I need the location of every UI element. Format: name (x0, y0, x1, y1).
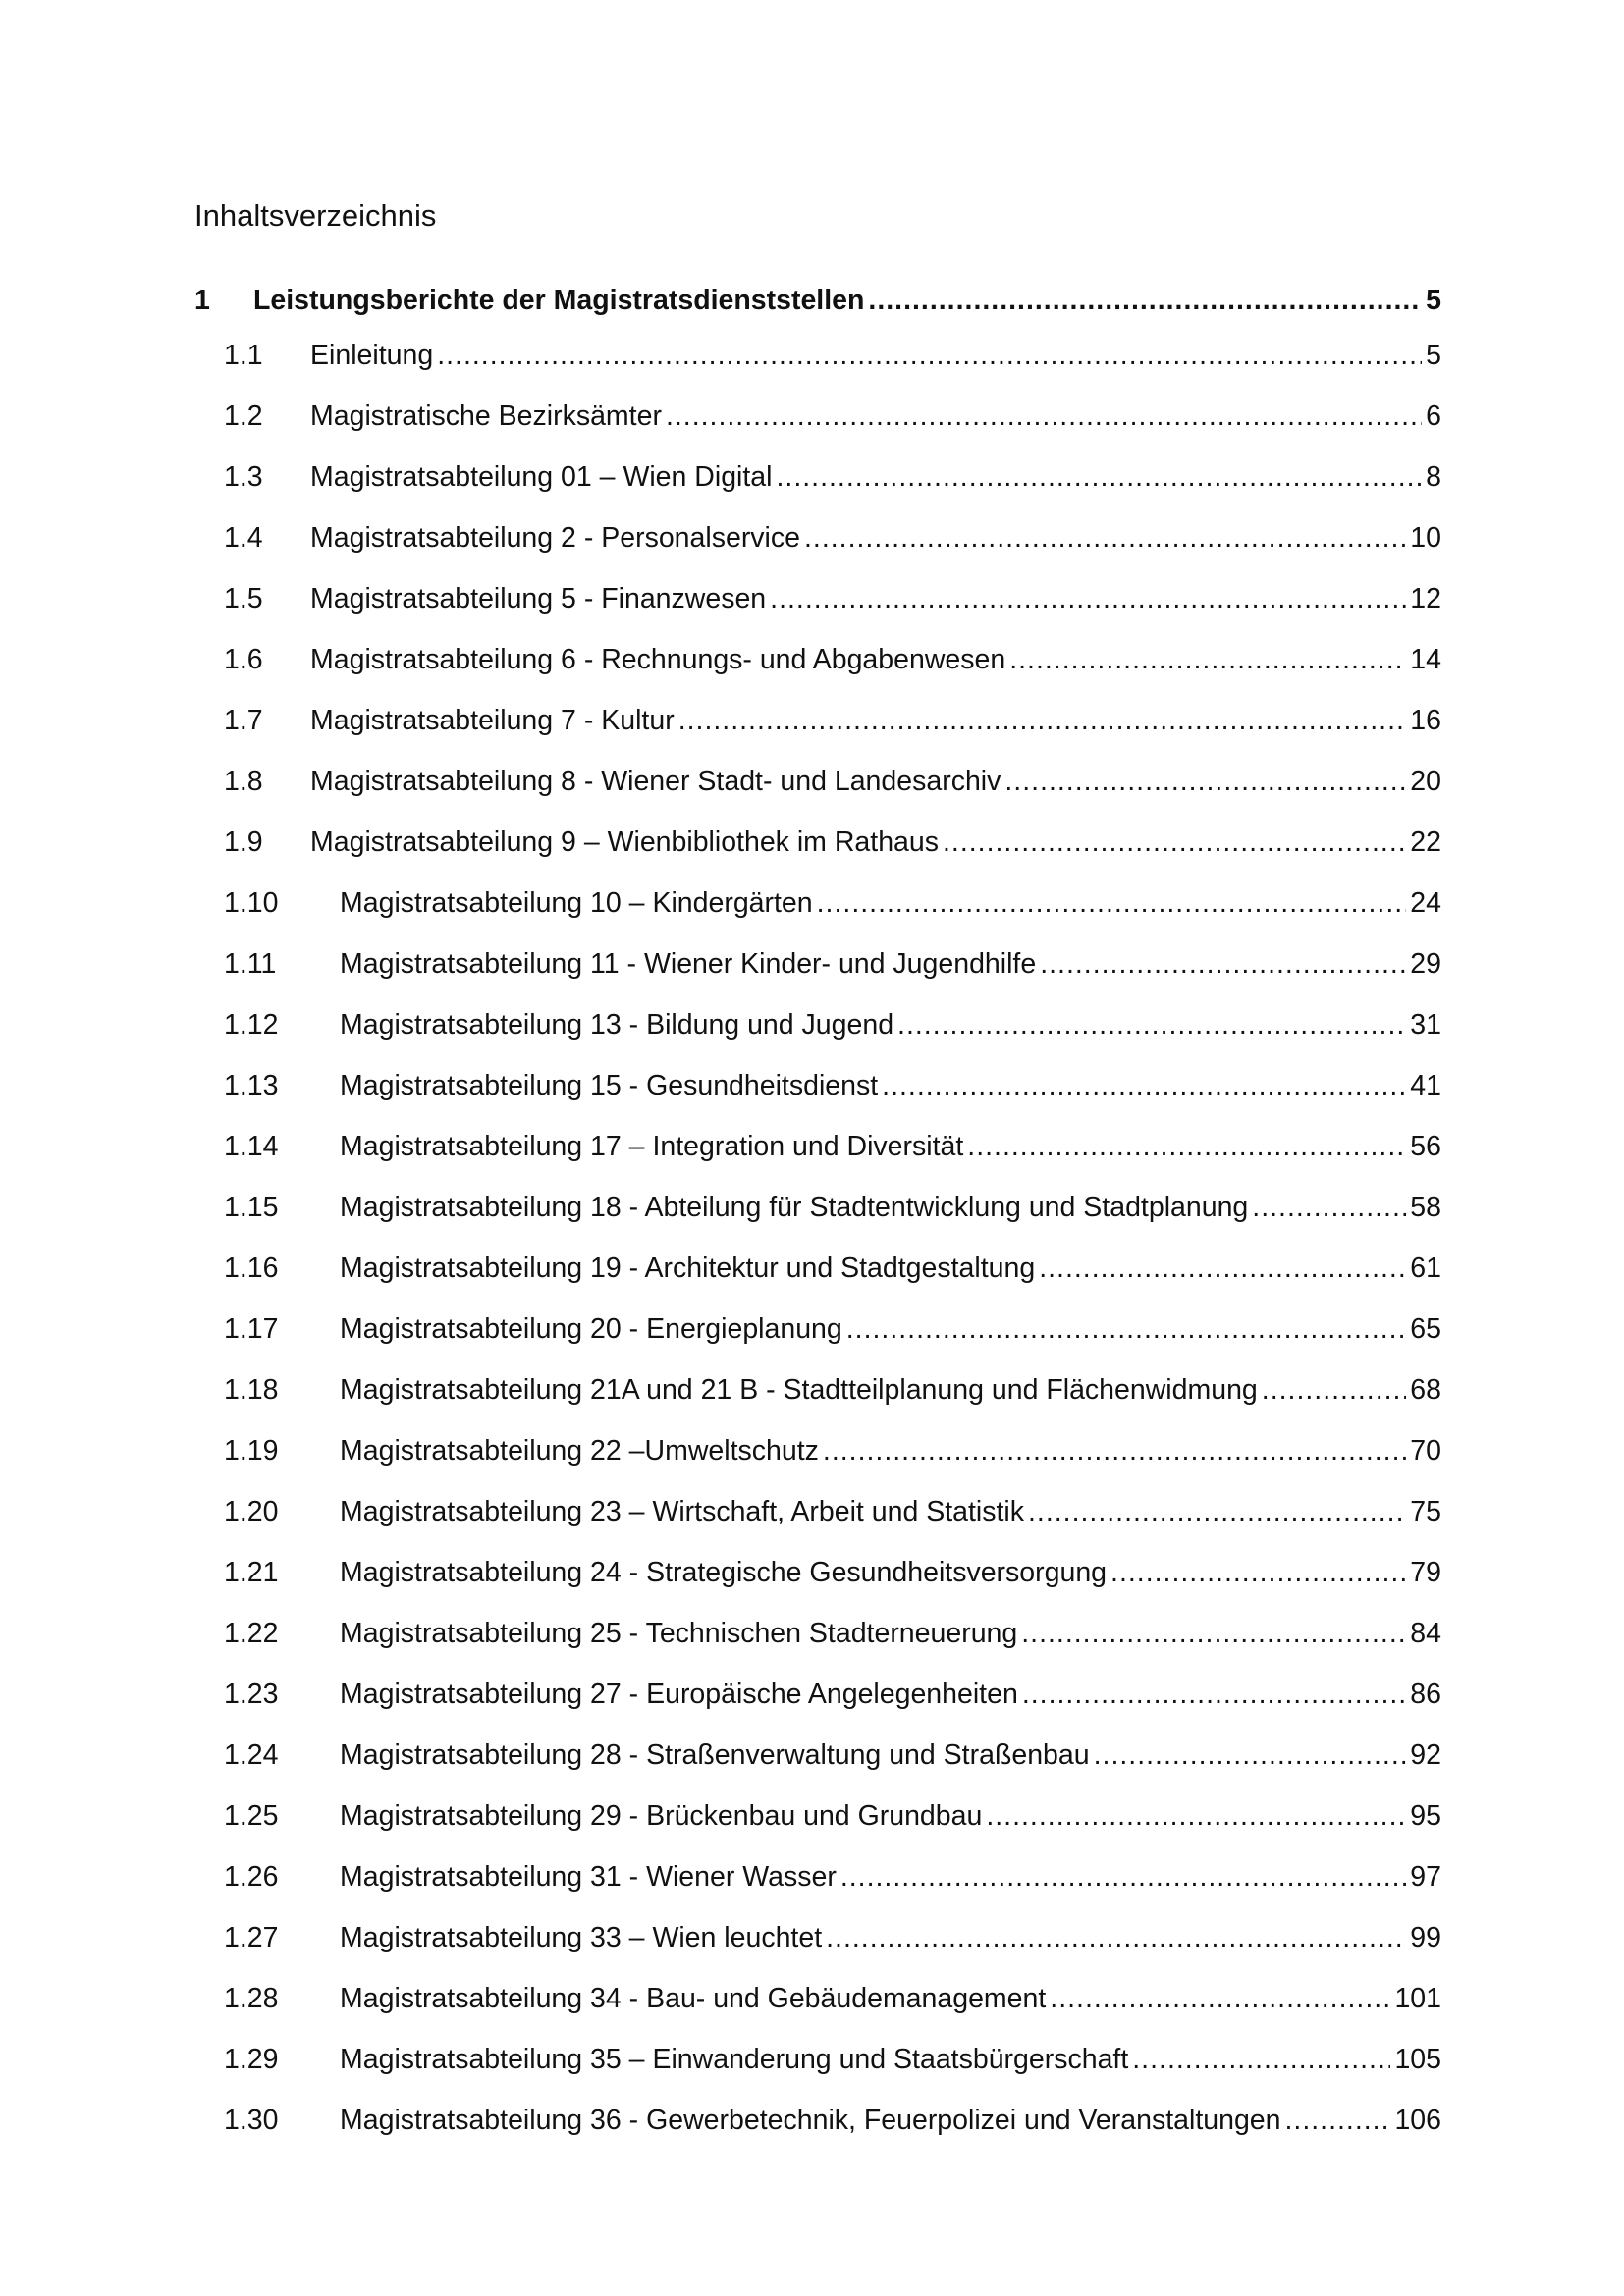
toc-entry-1-18[interactable] (0, 1362, 1624, 1423)
toc-entry-number: 1.28 (224, 1983, 279, 2014)
dot-leader (1094, 1735, 1441, 1775)
toc-entry-1-3[interactable] (0, 450, 1624, 510)
toc-entry-1-12[interactable] (0, 997, 1624, 1058)
toc-entry-1-7[interactable] (0, 693, 1624, 754)
dot-leader (770, 579, 1441, 618)
toc-entry-page: 92 (1406, 1735, 1441, 1775)
toc-entry-number: 1.9 (224, 827, 263, 858)
toc-entry-title: Magistratsabteilung 10 – Kindergärten (340, 883, 817, 923)
toc-entry-page: 65 (1406, 1309, 1441, 1349)
toc-entry-page: 41 (1406, 1066, 1441, 1105)
toc-entry-page: 79 (1406, 1553, 1441, 1592)
toc-entry-number: 1.26 (224, 1861, 279, 1893)
dot-leader (943, 823, 1441, 862)
toc-entry-title: Magistratsabteilung 21A und 21 B - Stadtteilplanung und Flächenwidmung (340, 1370, 1262, 1410)
dot-leader (1004, 762, 1441, 801)
toc-entry-number: 1.10 (224, 887, 279, 919)
toc-entry-number: 1.3 (224, 461, 263, 493)
toc-entry-title: Magistratsabteilung 28 - Straßenverwaltung und Straßenbau (340, 1735, 1094, 1775)
toc-entry-title: Magistratsabteilung 8 - Wiener Stadt- und Landesarchiv (310, 762, 1004, 801)
toc-entry-1-8[interactable] (0, 754, 1624, 815)
dot-leader (1050, 1979, 1441, 2018)
dot-leader (1021, 1614, 1441, 1653)
toc-entry-page: 70 (1406, 1431, 1441, 1470)
toc-entry-page: 86 (1406, 1675, 1441, 1714)
toc-entry-number: 1.30 (224, 2105, 279, 2136)
toc-entry-page: 14 (1406, 640, 1441, 679)
toc-entry-1-27[interactable] (0, 1910, 1624, 1971)
toc-entry-title: Magistratsabteilung 36 - Gewerbetechnik, Feuerpolizei und Veranstaltungen (340, 2101, 1285, 2140)
toc-entry-title: Magistratsabteilung 5 - Finanzwesen (310, 579, 770, 618)
toc-entry-page: 106 (1390, 2101, 1441, 2140)
toc-entry-title: Magistratsabteilung 20 - Energieplanung (340, 1309, 846, 1349)
toc-entry-number: 1.7 (224, 705, 263, 736)
toc-entry-number: 1.25 (224, 1800, 279, 1832)
toc-entry-number: 1.8 (224, 766, 263, 797)
dot-leader (868, 281, 1441, 320)
toc-entry-1-13[interactable] (0, 1058, 1624, 1119)
dot-leader (1022, 1675, 1441, 1714)
dot-leader (826, 1918, 1441, 1957)
toc-entry-1-11[interactable] (0, 936, 1624, 997)
toc-entry-title: Magistratische Bezirksämter (310, 397, 666, 436)
toc-entry-number: 1.16 (224, 1253, 279, 1284)
toc-entry-title: Magistratsabteilung 23 – Wirtschaft, Arbeit und Statistik (340, 1492, 1028, 1531)
toc-entry-number: 1.11 (224, 948, 277, 980)
dot-leader (1009, 640, 1441, 679)
table-of-contents (0, 273, 1624, 2154)
dot-leader (840, 1857, 1441, 1896)
toc-entry-title: Magistratsabteilung 17 – Integration und Diversität (340, 1127, 967, 1166)
toc-entry-page: 105 (1390, 2040, 1441, 2079)
toc-entry-1-15[interactable] (0, 1180, 1624, 1241)
toc-entry-number: 1.24 (224, 1739, 279, 1771)
toc-entry-number: 1.17 (224, 1313, 279, 1345)
toc-entry-number: 1.29 (224, 2044, 279, 2075)
toc-entry-title: Magistratsabteilung 2 - Personalservice (310, 518, 804, 558)
toc-entry-1-10[interactable] (0, 876, 1624, 936)
dot-leader (823, 1431, 1441, 1470)
toc-entry-number: 1.1 (224, 340, 263, 371)
toc-entry-title: Magistratsabteilung 27 - Europäische Angelegenheiten (340, 1675, 1022, 1714)
toc-entry-1-19[interactable] (0, 1423, 1624, 1484)
toc-entry-1-22[interactable] (0, 1606, 1624, 1667)
toc-entry-title: Leistungsberichte der Magistratsdienststellen (253, 281, 868, 320)
toc-entry-page: 24 (1406, 883, 1441, 923)
dot-leader (1039, 1249, 1441, 1288)
toc-entry-page: 22 (1406, 823, 1441, 862)
dot-leader (986, 1796, 1441, 1836)
toc-entry-title: Magistratsabteilung 19 - Architektur und Stadtgestaltung (340, 1249, 1039, 1288)
toc-entry-1-9[interactable] (0, 815, 1624, 876)
dot-leader (882, 1066, 1441, 1105)
toc-entry-1-24[interactable] (0, 1728, 1624, 1789)
toc-entry-page: 6 (1422, 397, 1441, 436)
toc-entry-1-20[interactable] (0, 1484, 1624, 1545)
toc-entry-number: 1.19 (224, 1435, 279, 1467)
toc-entry-title: Magistratsabteilung 34 - Bau- und Gebäudemanagement (340, 1979, 1050, 2018)
toc-entry-1-30[interactable] (0, 2093, 1624, 2154)
toc-entry-number: 1.5 (224, 583, 263, 614)
dot-leader (1028, 1492, 1441, 1531)
toc-entry-page: 84 (1406, 1614, 1441, 1653)
dot-leader (678, 701, 1441, 740)
dot-leader (777, 457, 1442, 497)
toc-entry-title: Magistratsabteilung 18 - Abteilung für Stadtentwicklung und Stadtplanung (340, 1188, 1252, 1227)
toc-entry-title: Magistratsabteilung 24 - Strategische Gesundheitsversorgung (340, 1553, 1110, 1592)
toc-entry-title: Magistratsabteilung 22 –Umweltschutz (340, 1431, 823, 1470)
toc-entry-title: Magistratsabteilung 35 – Einwanderung und Staatsbürgerschaft (340, 2040, 1132, 2079)
toc-entry-title: Magistratsabteilung 6 - Rechnungs- und Abgabenwesen (310, 640, 1009, 679)
toc-entry-number: 1.22 (224, 1618, 279, 1649)
toc-entry-page: 101 (1390, 1979, 1441, 2018)
toc-entry-1-25[interactable] (0, 1789, 1624, 1849)
toc-entry-number: 1.13 (224, 1070, 279, 1101)
toc-entry-page: 56 (1406, 1127, 1441, 1166)
toc-entry-title: Magistratsabteilung 33 – Wien leuchtet (340, 1918, 826, 1957)
toc-entry-title: Magistratsabteilung 29 - Brückenbau und Grundbau (340, 1796, 986, 1836)
toc-entry-title: Magistratsabteilung 11 - Wiener Kinder- und Jugendhilfe (340, 944, 1040, 984)
toc-entry-1-21[interactable] (0, 1545, 1624, 1606)
toc-entry-title: Magistratsabteilung 13 - Bildung und Jugend (340, 1005, 897, 1044)
dot-leader (437, 336, 1441, 375)
toc-entry-page: 8 (1422, 457, 1441, 497)
dot-leader (804, 518, 1441, 558)
dot-leader (846, 1309, 1441, 1349)
toc-entry-number: 1.15 (224, 1192, 279, 1223)
toc-entry-page: 5 (1422, 336, 1441, 375)
toc-entry-number: 1.14 (224, 1131, 279, 1162)
toc-entry-title: Magistratsabteilung 9 – Wienbibliothek im Rathaus (310, 823, 943, 862)
toc-entry-1-6[interactable] (0, 632, 1624, 693)
toc-entry-title: Magistratsabteilung 31 - Wiener Wasser (340, 1857, 840, 1896)
toc-entry-page: 68 (1406, 1370, 1441, 1410)
dot-leader (817, 883, 1441, 923)
toc-entry-page: 29 (1406, 944, 1441, 984)
toc-entry-page: 75 (1406, 1492, 1441, 1531)
toc-entry-page: 12 (1406, 579, 1441, 618)
toc-entry-page: 10 (1406, 518, 1441, 558)
toc-entry-page: 95 (1406, 1796, 1441, 1836)
toc-entry-1-14[interactable] (0, 1119, 1624, 1180)
toc-entry-number: 1.23 (224, 1679, 279, 1710)
toc-entry-1-2[interactable] (0, 389, 1624, 450)
toc-entry-page: 5 (1422, 281, 1441, 320)
toc-entry-1-28[interactable] (0, 1971, 1624, 2032)
toc-entry-1-1[interactable] (0, 328, 1624, 389)
toc-entry-1-16[interactable] (0, 1241, 1624, 1302)
toc-entry-title: Magistratsabteilung 01 – Wien Digital (310, 457, 777, 497)
toc-heading: Inhaltsverzeichnis (194, 198, 437, 233)
toc-entry-title: Magistratsabteilung 25 - Technischen Stadterneuerung (340, 1614, 1021, 1653)
toc-entry-page: 97 (1406, 1857, 1441, 1896)
toc-entry-number: 1.20 (224, 1496, 279, 1527)
dot-leader (897, 1005, 1441, 1044)
toc-entry-1-5[interactable] (0, 571, 1624, 632)
toc-entry-page: 20 (1406, 762, 1441, 801)
toc-entry-number: 1.27 (224, 1922, 279, 1953)
dot-leader (1110, 1553, 1441, 1592)
toc-entry-1-29[interactable] (0, 2032, 1624, 2093)
toc-entry-1-23[interactable] (0, 1667, 1624, 1728)
toc-entry-title: Magistratsabteilung 7 - Kultur (310, 701, 678, 740)
toc-entry-1-4[interactable] (0, 510, 1624, 571)
dot-leader (967, 1127, 1441, 1166)
dot-leader (666, 397, 1441, 436)
toc-entry-page: 58 (1406, 1188, 1441, 1227)
toc-entry-1[interactable] (0, 273, 1624, 328)
toc-entry-number: 1.4 (224, 522, 263, 554)
toc-entry-number: 1.21 (224, 1557, 279, 1588)
toc-entry-1-17[interactable] (0, 1302, 1624, 1362)
toc-entry-number: 1 (194, 285, 210, 316)
toc-entry-number: 1.2 (224, 400, 263, 432)
toc-entry-1-26[interactable] (0, 1849, 1624, 1910)
toc-entry-title: Einleitung (310, 336, 437, 375)
toc-entry-page: 31 (1406, 1005, 1441, 1044)
toc-entry-number: 1.12 (224, 1009, 279, 1041)
toc-entry-page: 16 (1406, 701, 1441, 740)
toc-entry-page: 61 (1406, 1249, 1441, 1288)
toc-entry-number: 1.18 (224, 1374, 279, 1406)
dot-leader (1040, 944, 1441, 984)
toc-entry-title: Magistratsabteilung 15 - Gesundheitsdienst (340, 1066, 882, 1105)
toc-entry-page: 99 (1406, 1918, 1441, 1957)
toc-entry-number: 1.6 (224, 644, 263, 675)
